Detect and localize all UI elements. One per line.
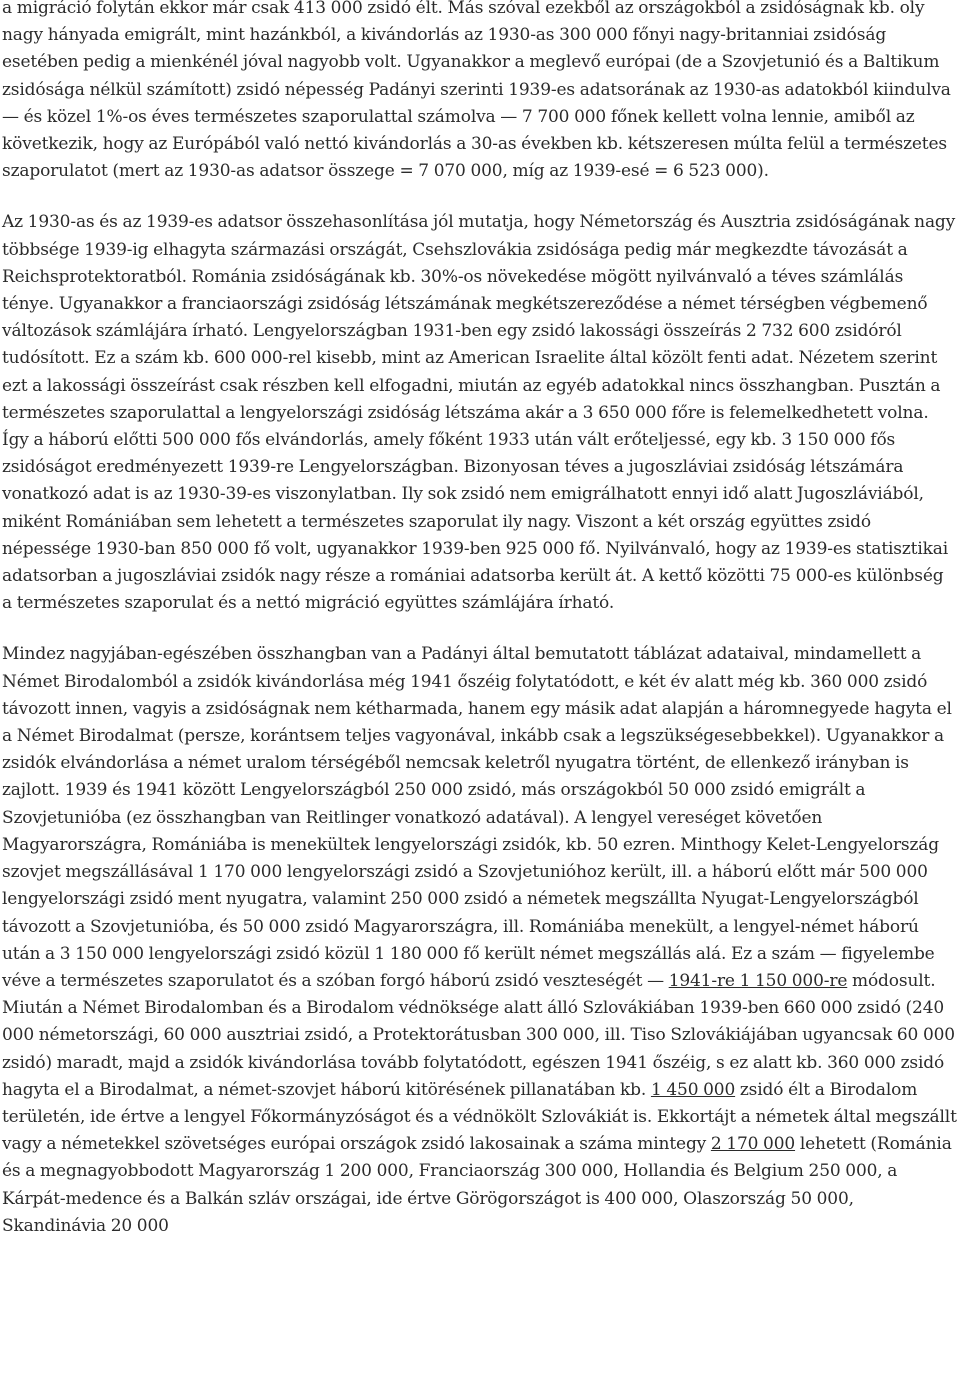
paragraph-3-text-b: módosult. Miután a Német Birodalomban és a Birodalom védnöksége alatt álló Szlovákiában 1939-ben 660 000 zsidó (240 000 németországi, 60 000 ausztriai zsidó, a Protektorátusban 300 000, ill. Tiso Szlovákiájában ugyancsak 60 000 zsidó) maradt, majd a zsidók kivándorlása tovább folytatódott, egészen 1941 őszéig, s ez alatt kb. 360 000 zsidó hagyta el a Birodalmat, a német-szovjet háború kitörésének pillanatában kb. — [2, 970, 955, 1100]
underlined-figure-reich-total: 1 450 000 — [650, 1079, 736, 1100]
paragraph-3 — [2, 641, 957, 1239]
underlined-figure-allied-total: 2 170 000 — [710, 1134, 796, 1155]
paragraph-1-text: a migráció folytán ekkor már csak 413 000 zsidó élt. Más szóval ezekből az országokból a zsidóságnak kb. oly nagy hányada emigrált, mint hazánkból, a kivándorlás az 1930-as 300 000 főnyi nagy-britanniai zsidóság esetében pedig a mienkénél jóval nagyobb volt. Ugyanakkor a meglevő európai (de a Szovjetunió és a Baltikum zsidósága nélkül számított) zsidó népesség Padányi szerinti 1939-es adatsorának az 1930-as adatokból kiindulva — és közel 1%-os éves természetes szaporulattal számolva — 7 700 000 főnek kellett volna lennie, amiből az következik, hogy az Európából való nettó kivándorlás a 30-as években kb. kétszeresen múlta felül a természetes szaporulatot (mert az 1930-as adatsor összege = 7 070 000, míg az 1939-esé = 6 523 000). — [2, 0, 951, 182]
paragraph-2 — [2, 209, 957, 617]
paragraph-2-text: Az 1930-as és az 1939-es adatsor összehasonlítása jól mutatja, hogy Németország és Ausztria zsidóságának nagy többsége 1939-ig elhagyta származási országát, Csehszlovákia zsidósága pedig már megkezdte távozását a Reichsprotektoratból. Románia zsidóságának kb. 30%-os növekedése mögött nyilvánvaló a téves számlálás ténye. Ugyanakkor a franciaországi zsidóság létszámának megkétszereződése a német térségben végbemenő változások számlájára írható. Lengyelországban 1931-ben egy zsidó lakossági összeírás 2 732 600 zsidóról tudósított. Ez a szám kb. 600 000-rel kisebb, mint az American Israelite által közölt fenti adat. Nézetem szerint ezt a lakossági összeírást csak részben kell elfogadni, miután az egyéb adatokkal nincs összhangban. Pusztán a természetes szaporulattal a lengyelországi zsidóság létszáma akár a 3 650 000 főre is felemelkedhetett volna. Így a háború előtti 500 000 fős elvándorlás, amely főként 1933 után vált erőteljessé, egy kb. 3 150 000 fős zsidóságot eredményezett 1939-re Lengyelországban. Bizonyosan téves a jugoszláviai zsidóság létszámára vonatkozó adat is az 1930-39-es viszonylatban. Ily sok zsidó nem emigrálhatott ennyi idő alatt Jugoszláviából, miként Romániában sem lehetett a természetes szaporulat ily nagy. Viszont a két ország együttes zsidó népessége 1930-ban 850 000 fő volt, ugyanakkor 1939-ben 925 000 fő. Nyilvánvaló, hogy az 1939-es statisztikai adatsorban a jugoszláviai zsidók nagy része a romániai adatsorba került át. A kettő közötti 75 000-es különbség a természetes szaporulat és a nettó migráció együttes számlájára írható. — [2, 212, 956, 614]
paragraph-3-text-a: Mindez nagyjában-egészében összhangban van a Padányi által bemutatott táblázat adataival, mindamellett a Német Birodalomból a zsidók kivándorlása még 1941 őszéig folytatódott, e két év alatt még kb. 360 000 zsidó távozott innen, vagyis a zsidóságnak nem kétharmada, hanem egy másik adat alapján a háromnegyede hagyta el a Német Birodalmat (persze, korántsem teljes vagyonával, inkább csak a legszükségesebbekkel). Ugyanakkor a zsidók elvándorlása a német uralom térségéből nemcsak keletről nyugatra történt, de ellenkező irányban is zajlott. 1939 és 1941 között Lengyelországból 250 000 zsidó, más országokból 50 000 zsidó emigrált a Szovjetunióba (ez összhangban van Reitlinger vonatkozó adatával). A lengyel vereséget követően Magyarországra, Romániába is menekültek lengyelországi zsidók, kb. 50 ezren. Minthogy Kelet-Lengyelország szovjet megszállásával 1 170 000 lengyelországi zsidó a Szovjetunióhoz került, ill. a háború előtt már 500 000 lengyelországi zsidó ment nyugatra, valamint 250 000 zsidó a németek megszállta Nyugat-Lengyelországból távozott a Szovjetunióba, és 50 000 zsidó Magyarországra, ill. Romániába menekült, a lengyel-német háború után a 3 150 000 lengyelországi zsidó közül 1 180 000 fő került német megszállás alá. Ez a szám — figyelembe véve a természetes szaporulatot és a szóban forgó háború zsidó veszteségét — — [2, 644, 952, 991]
paragraph-3-text-d: lehetett (Románia és a megnagyobbodott Magyarország 1 200 000, Franciaország 300 000, Hollandia és Belgium 250 000, a Kárpát-medence és a Balkán szláv országai, ide értve Görögországot is 400 000, Olaszország 50 000, Skandinávia 20 000 — [2, 1134, 952, 1236]
paragraph-1 — [2, 0, 957, 185]
underlined-figure-1941: 1941-re 1 150 000-re — [668, 970, 848, 991]
paragraph-3-text-c: zsidó élt a Birodalom területén, ide értve a lengyel Főkormányzóságot és a védnökölt Szlovákiát is. Ekkortájt a németek által megszállt vagy a németekkel szövetséges európai országok zsidó lakosainak a száma mintegy — [2, 1079, 957, 1155]
